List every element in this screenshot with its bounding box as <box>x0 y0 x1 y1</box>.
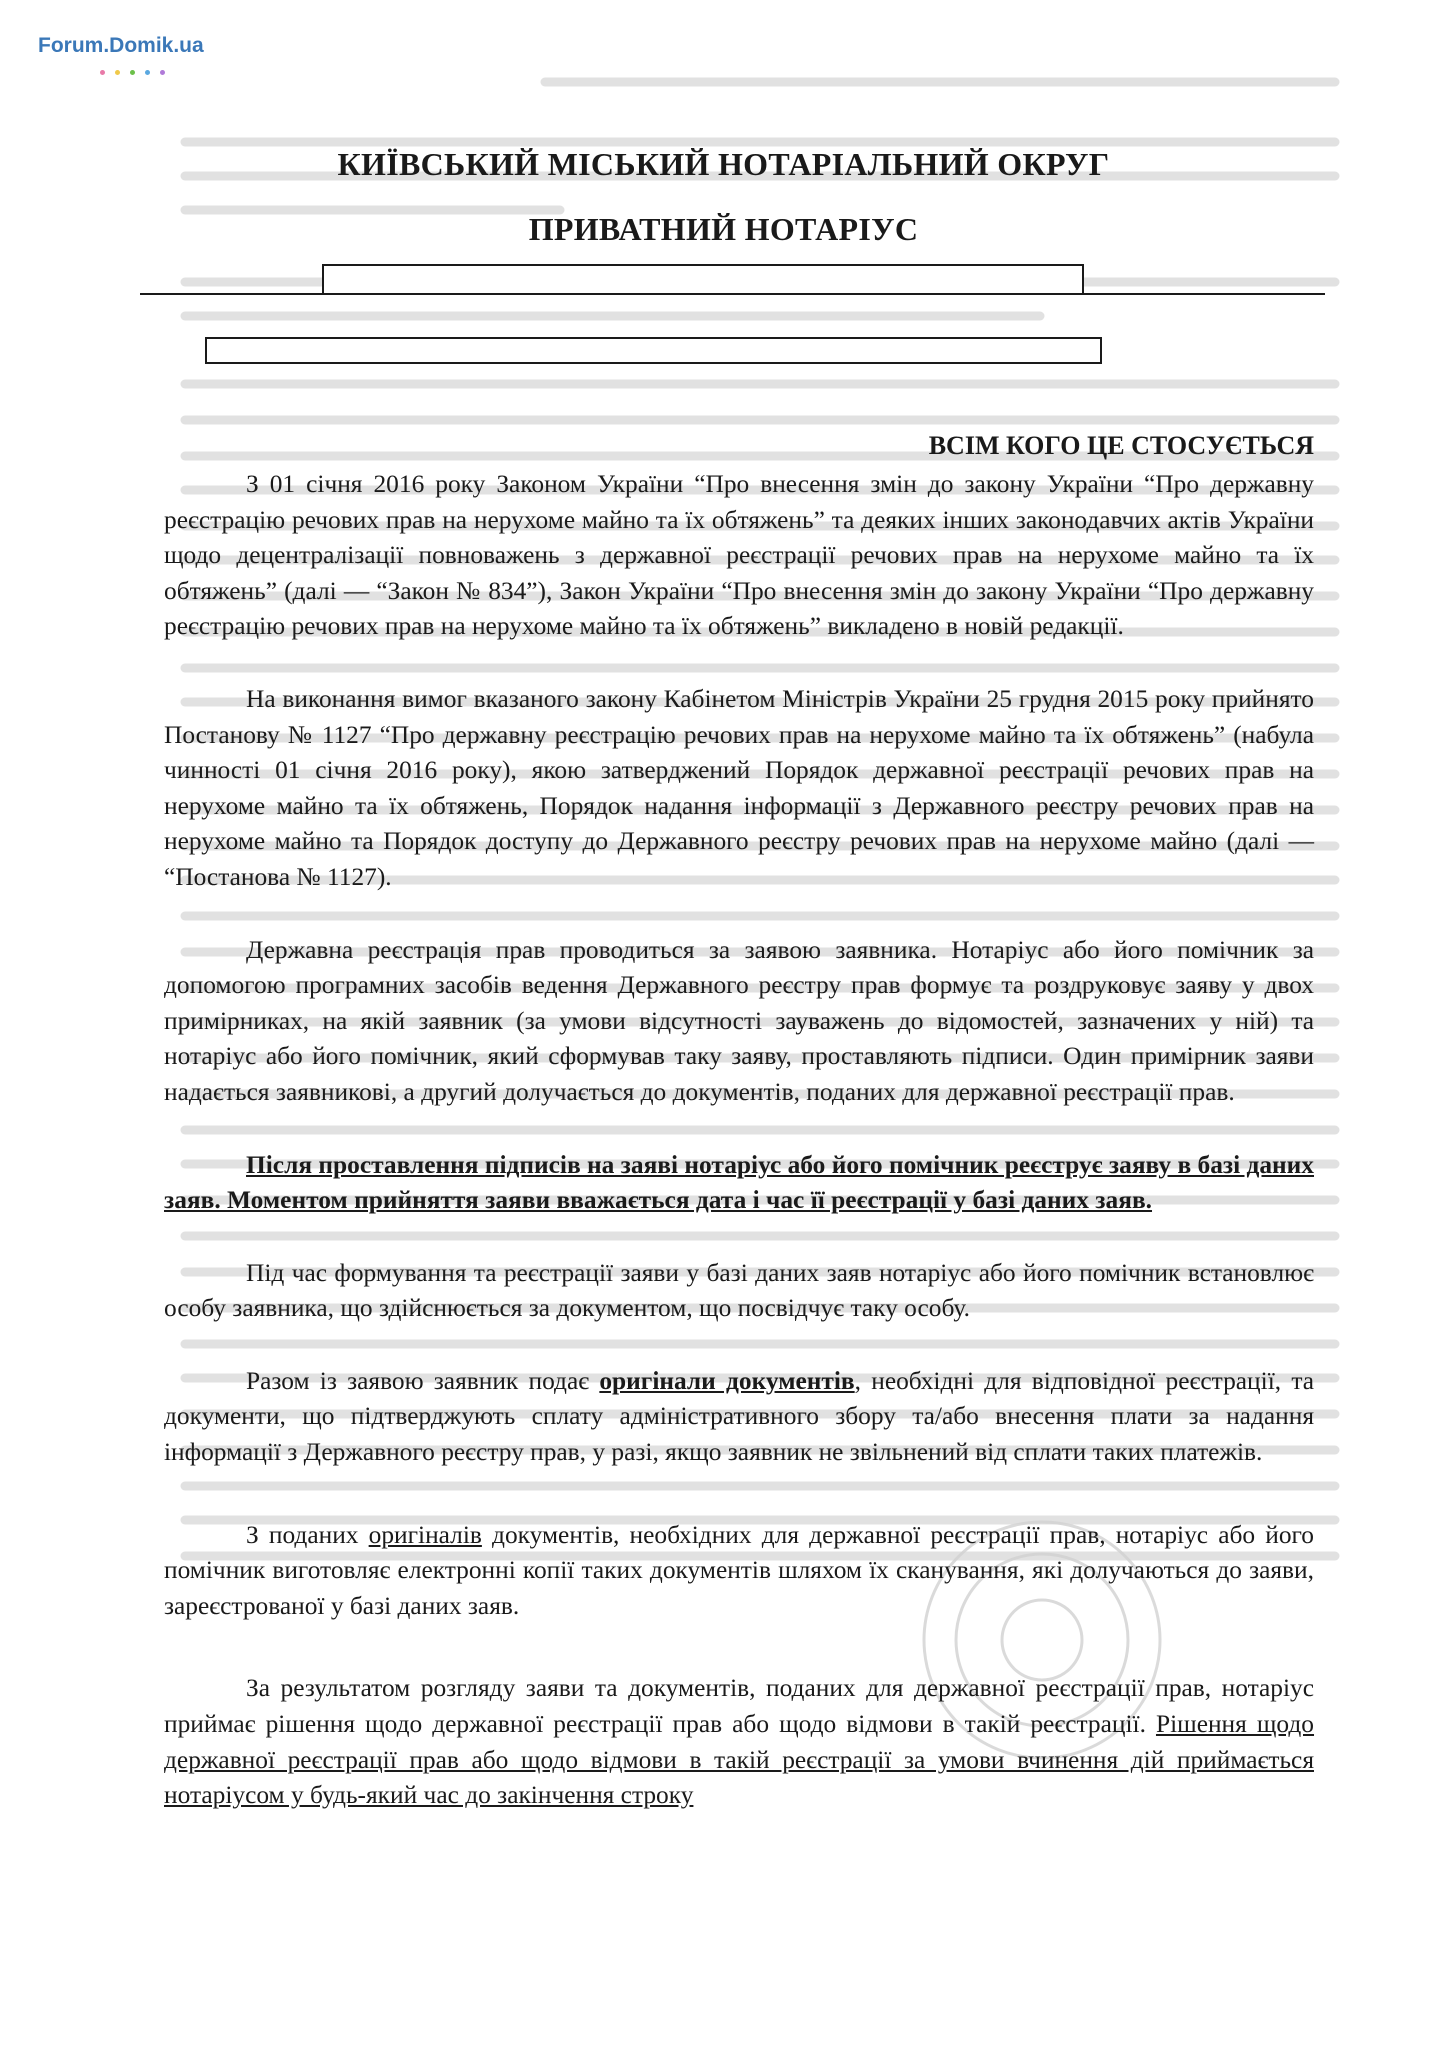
notary-district-heading: КИЇВСЬКИЙ МІСЬКИЙ НОТАРІАЛЬНИЙ ОКРУГ <box>337 146 1110 182</box>
paragraph-originals <box>164 1364 1314 1471</box>
text-span: За результатом розгляду заяви та документів, поданих для державної реєстрації прав, нотаріус приймає рішення щодо державної реєстрації прав або щодо відмови в такій реєстрації. <box>164 1674 1314 1739</box>
emphasis-decision: Рішення щодо державної реєстрації прав або щодо відмови в такій реєстрації за умови вчинення дій приймається нотаріусом у будь-який час до закінчення строку <box>164 1710 1315 1810</box>
watermark-dot <box>115 70 120 75</box>
paragraph-identity: Під час формування та реєстрації заяви у базі даних заяв нотаріус або його помічник встановлює особу заявника, що здійснюється за документом, що посвідчує таку особу. <box>164 1258 1314 1323</box>
redacted-address <box>205 337 1102 364</box>
paragraph-scanning <box>164 1518 1314 1625</box>
redacted-notary-name <box>322 264 1084 295</box>
text-span: Разом із заявою заявник подає <box>246 1366 600 1395</box>
forum-watermark: Forum.Domik.ua <box>38 34 204 57</box>
text-span: З поданих <box>246 1520 369 1549</box>
paragraph-registration-moment: Після проставлення підписів на заяві нотаріус або його помічник реєструє заяву в базі даних заяв. Моментом прийняття заяви вважається дата і час її реєстрації у базі даних заяв. <box>164 1150 1314 1215</box>
private-notary-heading: ПРИВАТНИЙ НОТАРІУС <box>528 211 919 247</box>
text-span: , необхідні для відповідної реєстрації, та документи, що підтверджують сплату адміністративного збору та/або внесення плати за надання інформації з Державного реєстру прав, у разі, якщо заявник не звільнений від сплати таких платежів. <box>164 1366 1315 1467</box>
salutation: ВСІМ КОГО ЦЕ СТОСУЄТЬСЯ <box>928 431 1314 460</box>
letter-body <box>164 428 1314 1814</box>
paragraph-decision <box>164 1671 1314 1813</box>
watermark-dots <box>100 62 175 80</box>
paragraph-resolution-1127: На виконання вимог вказаного закону Кабінетом Міністрів України 25 грудня 2015 року прийнято Постанову № 1127 “Про державну реєстрацію речових прав на нерухоме майно та їх обтяжень” (набула чинності 01 січня 2016 року), якою затверджений Порядок державної реєстрації речових прав на нерухоме майно та їх обтяжень, Порядок надання інформації з Державного реєстру речових прав на нерухоме майно та Порядок доступу до Державного реєстру речових прав на нерухоме майно (далі — “Постанова № 1127). <box>164 684 1314 891</box>
emphasis-original-documents: оригінали документів <box>599 1366 855 1395</box>
paragraph-law-834: З 01 січня 2016 року Законом України “Про внесення змін до закону України “Про державну реєстрацію речових прав на нерухоме майно та їх обтяжень” та деяких інших законодавчих актів України щодо децентралізації повноважень з державної реєстрації речових прав на нерухоме майно та їх обтяжень” (далі — “Закон № 834”), Закон України “Про внесення змін до закону України “Про державну реєстрацію речових прав на нерухоме майно та їх обтяжень” викладено в новій редакції. <box>164 470 1314 641</box>
watermark-dot <box>145 70 150 75</box>
text-span: документів, необхідних для державної реєстрації прав, нотаріус або його помічник виготовляє електронні копії таких документів шляхом їх сканування, які долучаються до заяви, зареєстрованої у базі даних заяв. <box>164 1520 1314 1620</box>
watermark-dot <box>100 70 105 75</box>
watermark-dot <box>160 70 165 75</box>
emphasis-originals: оригіналів <box>368 1520 482 1549</box>
watermark-dot <box>130 70 135 75</box>
paragraph-application: Державна реєстрація прав проводиться за заявою заявника. Нотаріус або його помічник за допомогою програмних засобів ведення Державного реєстру прав формує та роздруковує заяву у двох примірниках, на якій заявник (за умови відсутності зауважень до відомостей, зазначених у ній) та нотаріус або його помічник, який сформував таку заяву, проставляють підписи. Один примірник заяви надається заявникові, а другий долучається до документів, поданих для державної реєстрації прав. <box>164 935 1314 1106</box>
